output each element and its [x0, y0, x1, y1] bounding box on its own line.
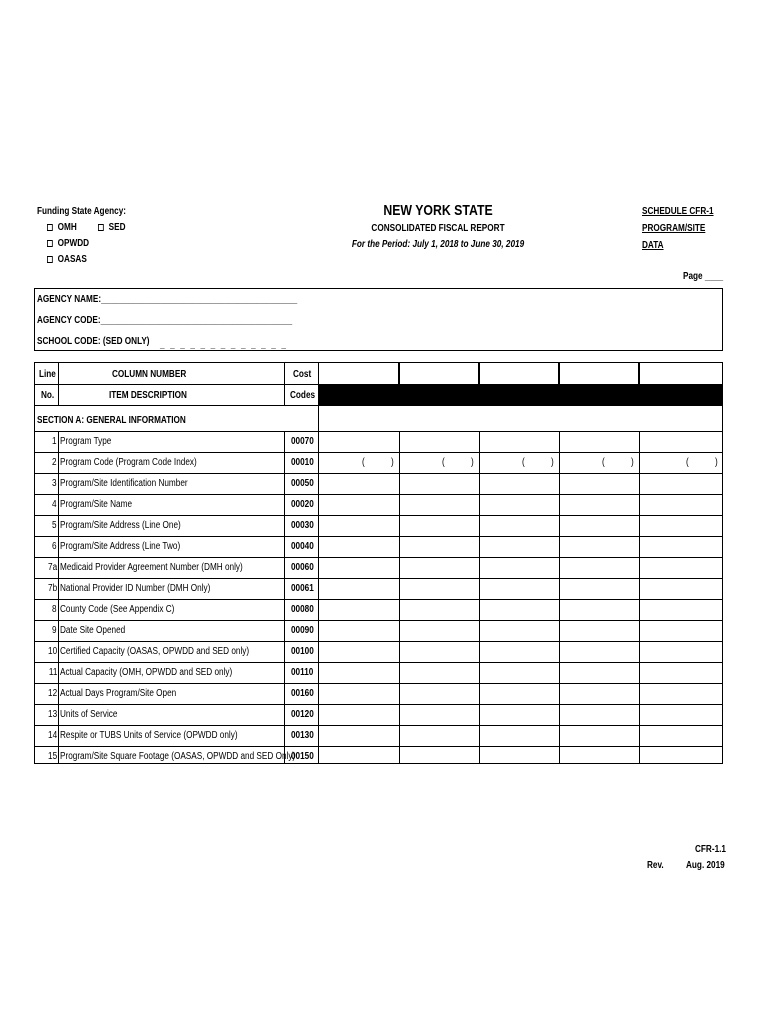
- data-cell-col-5[interactable]: [640, 642, 722, 661]
- agency-name-field[interactable]: AGENCY NAME:___________________________________________: [37, 294, 298, 305]
- section-a-heading: SECTION A: GENERAL INFORMATION: [37, 415, 186, 426]
- data-cell-col-2[interactable]: [400, 579, 478, 598]
- paren-close: ): [551, 457, 554, 468]
- header-black-band: [318, 384, 723, 405]
- data-cell-col-1[interactable]: [319, 747, 398, 766]
- data-cell-col-3[interactable]: [480, 537, 558, 556]
- data-cell-col-2[interactable]: [400, 705, 478, 724]
- data-cell-col-1[interactable]: [319, 474, 398, 493]
- cost-code: 00061: [291, 583, 314, 594]
- item-description: Actual Days Program/Site Open: [60, 688, 177, 699]
- line-number: 5: [52, 520, 57, 531]
- item-description: Respite or TUBS Units of Service (OPWDD only): [60, 730, 238, 741]
- data-cell-col-2[interactable]: [400, 726, 478, 745]
- data-cell-col-2[interactable]: [400, 747, 478, 766]
- agency-option-oasas[interactable]: OASAS: [47, 254, 87, 265]
- data-cell-col-2[interactable]: [400, 495, 478, 514]
- data-cell-col-1[interactable]: [319, 705, 398, 724]
- data-cell-col-5[interactable]: [640, 474, 722, 493]
- data-cell-col-1[interactable]: [319, 432, 398, 451]
- data-cell-col-4[interactable]: [560, 579, 638, 598]
- line-number: 15: [47, 751, 57, 762]
- item-description: Program Type: [60, 436, 112, 447]
- report-title: CONSOLIDATED FISCAL REPORT: [371, 223, 505, 234]
- data-cell-col-4[interactable]: [560, 747, 638, 766]
- data-cell-col-1[interactable]: [319, 558, 398, 577]
- data-cell-col-2[interactable]: [400, 621, 478, 640]
- data-cell-col-3[interactable]: [480, 516, 558, 535]
- data-cell-col-2[interactable]: [400, 537, 478, 556]
- item-description: Program/Site Square Footage (OASAS, OPWDD and SED Only): [60, 751, 296, 762]
- paren-open: (: [602, 457, 605, 468]
- item-description-header: ITEM DESCRIPTION: [109, 390, 187, 401]
- report-period: For the Period: July 1, 2018 to June 30, 2019: [351, 239, 525, 250]
- data-cell-col-3[interactable]: [480, 495, 558, 514]
- col-divider-3: [558, 362, 560, 405]
- item-description: Actual Capacity (OMH, OPWDD and SED only): [60, 667, 233, 678]
- line-number: 3: [52, 478, 57, 489]
- cost-code: 00050: [291, 478, 314, 489]
- data-cell-col-1[interactable]: [319, 537, 398, 556]
- data-cell-col-2[interactable]: [400, 453, 478, 472]
- data-cell-col-3[interactable]: [480, 579, 558, 598]
- data-cell-col-3[interactable]: [480, 747, 558, 766]
- data-cell-col-2[interactable]: [400, 432, 478, 451]
- cost-code: 00030: [291, 520, 314, 531]
- data-cell-col-5[interactable]: [640, 432, 722, 451]
- line-number: 6: [52, 541, 57, 552]
- revision-label: Rev.: [647, 860, 664, 871]
- schedule-line-3: DATA: [642, 240, 664, 251]
- data-cell-col-1[interactable]: [319, 453, 398, 472]
- line-number: 12: [47, 688, 57, 699]
- data-cell-col-2[interactable]: [400, 600, 478, 619]
- data-cell-col-3[interactable]: [480, 432, 558, 451]
- cost-code: 00110: [291, 667, 314, 678]
- data-cell-col-5[interactable]: [640, 516, 722, 535]
- paren-close: ): [391, 457, 394, 468]
- data-cell-col-3[interactable]: [480, 642, 558, 661]
- item-description: Program/Site Address (Line Two): [60, 541, 181, 552]
- data-cell-col-3[interactable]: [480, 453, 558, 472]
- data-cell-col-1[interactable]: [319, 684, 398, 703]
- oasas-checkbox[interactable]: [47, 256, 53, 263]
- schedule-line-1: SCHEDULE CFR-1: [642, 206, 714, 217]
- item-description: Program/Site Identification Number: [60, 478, 188, 489]
- data-cell-col-4[interactable]: [560, 516, 638, 535]
- data-cell-col-1[interactable]: [319, 495, 398, 514]
- cost-code: 00070: [291, 436, 314, 447]
- paren-open: (: [686, 457, 689, 468]
- line-number: 10: [47, 646, 57, 657]
- sed-checkbox[interactable]: [98, 224, 104, 231]
- header-mid-line: [34, 384, 318, 385]
- cost-code: 00120: [291, 709, 314, 720]
- school-code-field[interactable]: _ _ _ _ _ _ _ _ _ _ _ _ _: [160, 339, 288, 350]
- agency-option-opwdd[interactable]: OPWDD: [47, 238, 89, 249]
- data-cell-col-1[interactable]: [319, 516, 398, 535]
- data-cell-col-4[interactable]: [560, 432, 638, 451]
- cost-header-2: Codes: [290, 390, 316, 401]
- data-cell-col-5[interactable]: [640, 579, 722, 598]
- col-divider-4: [638, 362, 640, 405]
- data-cell-col-1[interactable]: [319, 642, 398, 661]
- data-cell-col-4[interactable]: [560, 474, 638, 493]
- opwdd-checkbox[interactable]: [47, 240, 53, 247]
- data-cell-col-5[interactable]: [640, 453, 722, 472]
- data-cell-col-2[interactable]: [400, 684, 478, 703]
- page-number-field[interactable]: Page ____: [683, 271, 724, 282]
- item-description: Certified Capacity (OASAS, OPWDD and SED only): [60, 646, 250, 657]
- data-cell-col-2[interactable]: [400, 516, 478, 535]
- school-code-label: SCHOOL CODE: (SED ONLY): [37, 336, 150, 347]
- data-cell-col-3[interactable]: [480, 621, 558, 640]
- revision-date: Aug. 2019: [686, 860, 725, 871]
- state-title: NEW YORK STATE: [383, 202, 493, 219]
- data-cell-col-4[interactable]: [560, 621, 638, 640]
- data-cell-col-5[interactable]: [640, 621, 722, 640]
- data-cell-col-4[interactable]: [560, 726, 638, 745]
- data-cell-col-5[interactable]: [640, 684, 722, 703]
- data-cell-col-5[interactable]: [640, 600, 722, 619]
- paren-close: ): [631, 457, 634, 468]
- data-cell-col-5[interactable]: [640, 747, 722, 766]
- data-cell-col-3[interactable]: [480, 726, 558, 745]
- data-cell-col-2[interactable]: [400, 663, 478, 682]
- data-cell-col-5[interactable]: [640, 705, 722, 724]
- data-cell-col-3[interactable]: [480, 600, 558, 619]
- data-cell-col-3[interactable]: [480, 663, 558, 682]
- item-description: Units of Service: [60, 709, 118, 720]
- data-cell-col-4[interactable]: [560, 642, 638, 661]
- line-number: 9: [52, 625, 57, 636]
- line-number: 11: [48, 667, 57, 678]
- line-number: 8: [52, 604, 57, 615]
- column-number-header: COLUMN NUMBER: [112, 369, 187, 380]
- cost-code: 00100: [291, 646, 314, 657]
- cost-code: 00090: [291, 625, 314, 636]
- data-cell-col-4[interactable]: [560, 558, 638, 577]
- data-cell-col-5[interactable]: [640, 558, 722, 577]
- line-number: 1: [52, 436, 57, 447]
- omh-checkbox[interactable]: [47, 224, 53, 231]
- desc-col-divider-body: [284, 431, 285, 764]
- line-col-divider-body: [58, 431, 59, 764]
- cost-code: 00130: [291, 730, 314, 741]
- paren-open: (: [442, 457, 445, 468]
- data-cell-col-4[interactable]: [560, 705, 638, 724]
- data-cell-col-4[interactable]: [560, 495, 638, 514]
- data-cell-col-4[interactable]: [560, 600, 638, 619]
- data-cell-col-2[interactable]: [400, 474, 478, 493]
- data-cell-col-2[interactable]: [400, 642, 478, 661]
- data-cell-col-1[interactable]: [319, 663, 398, 682]
- line-header-1: Line: [39, 369, 56, 380]
- data-cell-col-1[interactable]: [319, 621, 398, 640]
- data-cell-col-3[interactable]: [480, 558, 558, 577]
- cost-code: 00020: [291, 499, 314, 510]
- cost-code: 00150: [291, 751, 314, 762]
- data-cell-col-2[interactable]: [400, 558, 478, 577]
- paren-close: ): [471, 457, 474, 468]
- agency-code-field[interactable]: AGENCY CODE:__________________________________________: [37, 315, 293, 326]
- item-description: Program Code (Program Code Index): [60, 457, 197, 468]
- form-number: CFR-1.1: [695, 844, 726, 855]
- data-cell-col-4[interactable]: [560, 684, 638, 703]
- col-divider-2: [478, 362, 480, 405]
- data-cell-col-4[interactable]: [560, 453, 638, 472]
- line-number: 14: [47, 730, 57, 741]
- paren-close: ): [715, 457, 718, 468]
- cost-code: 00060: [291, 562, 314, 573]
- line-number: 7a: [47, 562, 57, 573]
- data-cell-col-3[interactable]: [480, 474, 558, 493]
- paren-open: (: [362, 457, 365, 468]
- item-description: Date Site Opened: [60, 625, 126, 636]
- cost-code: 00160: [291, 688, 314, 699]
- data-cell-col-5[interactable]: [640, 663, 722, 682]
- data-cell-col-1[interactable]: [319, 579, 398, 598]
- col-divider-1: [398, 362, 400, 405]
- item-description: Program/Site Address (Line One): [60, 520, 181, 531]
- agency-option-omh[interactable]: OMH: [47, 222, 77, 233]
- line-number: 4: [52, 499, 57, 510]
- line-number: 7b: [47, 583, 57, 594]
- item-description: Medicaid Provider Agreement Number (DMH only): [60, 562, 243, 573]
- data-cell-col-5[interactable]: [640, 537, 722, 556]
- line-number: 2: [52, 457, 57, 468]
- item-description: Program/Site Name: [60, 499, 133, 510]
- line-number: 13: [47, 709, 57, 720]
- line-header-2: No.: [41, 390, 55, 401]
- data-cell-col-5[interactable]: [640, 495, 722, 514]
- cost-code: 00080: [291, 604, 314, 615]
- header-bottom-line: [34, 405, 723, 406]
- paren-open: (: [522, 457, 525, 468]
- item-description: County Code (See Appendix C): [60, 604, 175, 615]
- data-cell-col-4[interactable]: [560, 663, 638, 682]
- data-cell-col-5[interactable]: [640, 726, 722, 745]
- funding-agency-label: Funding State Agency:: [37, 206, 126, 217]
- agency-option-sed[interactable]: SED: [98, 222, 126, 233]
- data-cell-col-3[interactable]: [480, 705, 558, 724]
- cost-code: 00040: [291, 541, 314, 552]
- data-cell-col-1[interactable]: [319, 726, 398, 745]
- cost-header-1: Cost: [293, 369, 312, 380]
- data-cell-col-1[interactable]: [319, 600, 398, 619]
- item-description: National Provider ID Number (DMH Only): [60, 583, 211, 594]
- data-cell-col-3[interactable]: [480, 684, 558, 703]
- schedule-line-2: PROGRAM/SITE: [642, 223, 706, 234]
- cost-code: 00010: [291, 457, 314, 468]
- data-cell-col-4[interactable]: [560, 537, 638, 556]
